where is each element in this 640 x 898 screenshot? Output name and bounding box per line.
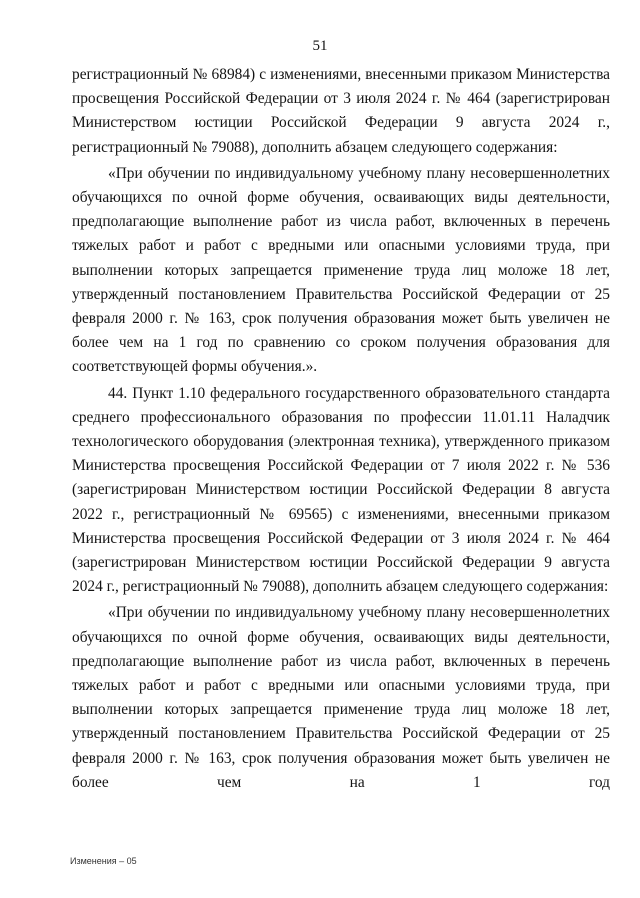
footer-revision-label: Изменения – 05 — [70, 856, 137, 866]
paragraph-continuation: регистрационный № 68984) с изменениями, внесенными приказом Министерства просвещения Российской Федерации от 3 июля 2024 г. № 464 (зарегистрирован Министерством юстиции Российской Федерации 9 августа 2024 г., регистрационный № 79088), дополнить абзацем следующего содержания: — [72, 66, 610, 156]
paragraph-item-44: 44. Пункт 1.10 федерального государственного образовательного стандарта среднего профессионального образования по профессии 11.01.11 Наладчик технологического оборудования (электронная техника), утвержденного приказом Министерства просвещения Российской Федерации от 7 июля 2022 г. № 536 (зарегистрирован Министерством юстиции Российской Федерации 8 августа 2022 г., регистрационный № 69565) с изменениями, внесенными приказом Министерства просвещения Российской Федерации от 3 июля 2024 г. № 464 (зарегистрирован Министерством юстиции Российской Федерации 9 августа 2024 г., регистрационный № 79088), дополнить абзацем следующего содержания: — [72, 384, 610, 596]
paragraph-quoted-amendment-2: «При обучении по индивидуальному учебному плану несовершеннолетних обучающихся по очной форме обучения, осваивающих виды деятельности, предполагающие выполнение работ из числа работ, включенных в перечень тяжелых работ и работ с вредными или опасными условиями труда, при выполнении которых запрещается применение труда лиц моложе 18 лет, утвержденный постановлением Правительства Российской Федерации от 25 февраля 2000 г. № 163, срок получения образования может быть увеличен не более чем на 1 год — [72, 604, 610, 791]
paragraph-quoted-amendment: «При обучении по индивидуальному учебному плану несовершеннолетних обучающихся по очной форме обучения, осваивающих виды деятельности, предполагающие выполнение работ из числа работ, включенных в перечень тяжелых работ и работ с вредными или опасными условиями труда, при выполнении которых запрещается применение труда лиц моложе 18 лет, утвержденный постановлением Правительства Российской Федерации от 25 февраля 2000 г. № 163, срок получения образования может быть увеличен не более чем на 1 год по сравнению со сроком получения образования для соответствующей формы обучения.». — [72, 164, 610, 376]
page-number: 51 — [312, 38, 328, 54]
document-body — [72, 63, 610, 795]
